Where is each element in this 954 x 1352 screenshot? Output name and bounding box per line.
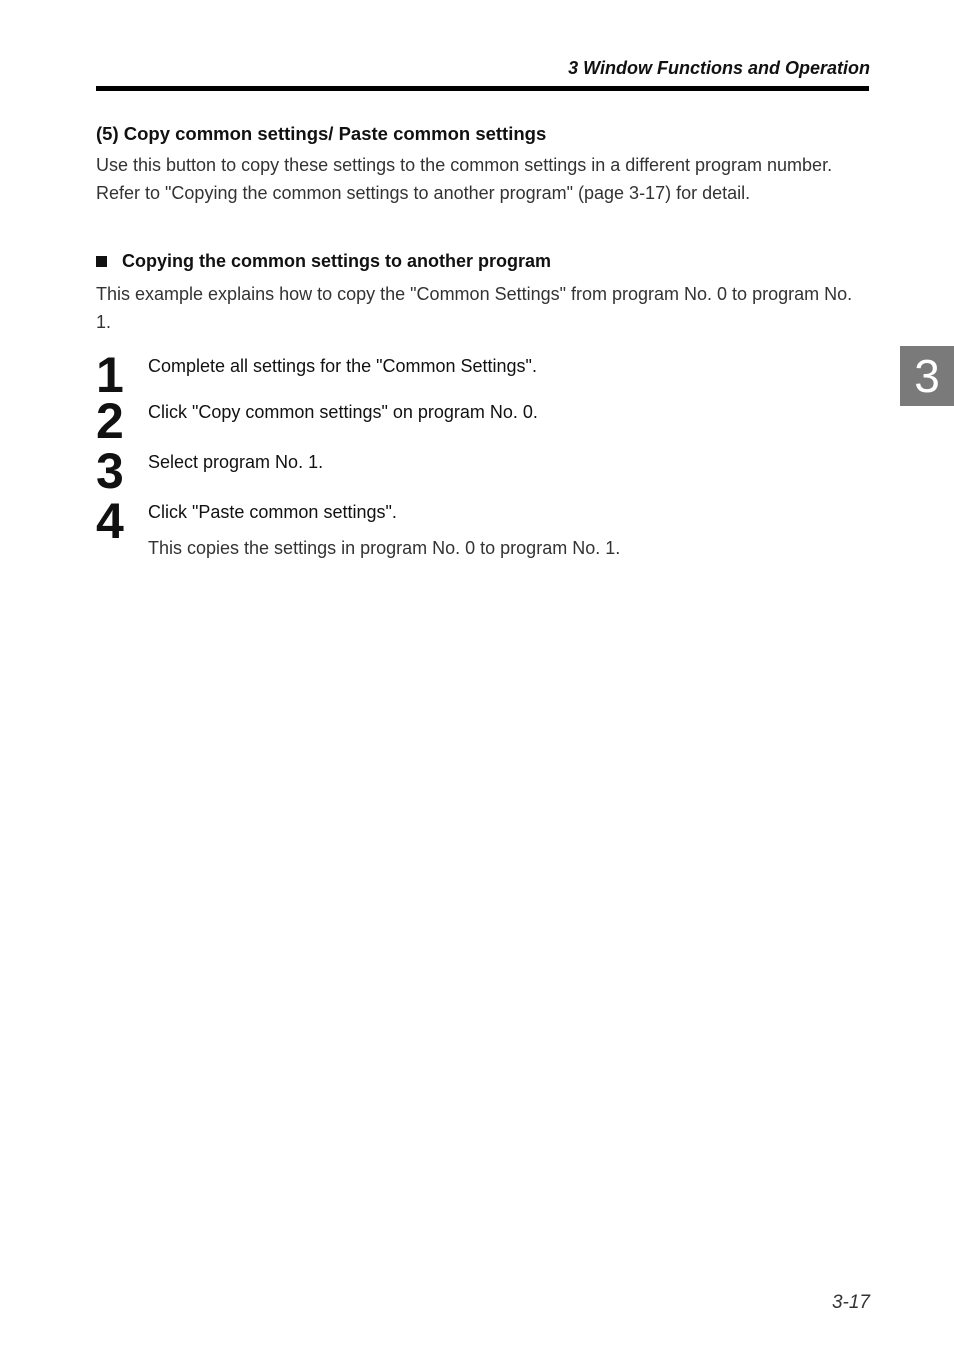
subsection-body: This example explains how to copy the "Common Settings" from program No. 0 to program No. 1. [96, 284, 853, 332]
subsection-heading-text: Copying the common settings to another program [122, 251, 552, 271]
square-bullet-icon [96, 256, 107, 267]
subsection-heading [96, 251, 551, 272]
step-text-3: Select program No. 1. [148, 452, 324, 472]
step-number-4: 4 [96, 493, 124, 549]
running-header: 3 Window Functions and Operation [568, 58, 870, 78]
section-body: Use this button to copy these settings to the common settings in a different program number. Refer to "Copying the common settings to another program" (page 3-17) for detail. [96, 155, 833, 203]
step-number-1: 1 [96, 347, 124, 403]
step-note: This copies the settings in program No. 0 to program No. 1. [148, 538, 621, 558]
step-number-2: 2 [96, 393, 124, 449]
section-heading: (5) Copy common settings/ Paste common settings [96, 123, 547, 144]
step-text-2: Click "Copy common settings" on program No. 0. [148, 402, 538, 422]
header-rule [96, 86, 869, 91]
step-text-1: Complete all settings for the "Common Settings". [148, 356, 537, 376]
page-number: 3-17 [831, 1292, 870, 1313]
step-number-3: 3 [96, 443, 124, 499]
chapter-tab: 3 [900, 346, 954, 406]
step-text-4: Click "Paste common settings". [148, 502, 397, 522]
